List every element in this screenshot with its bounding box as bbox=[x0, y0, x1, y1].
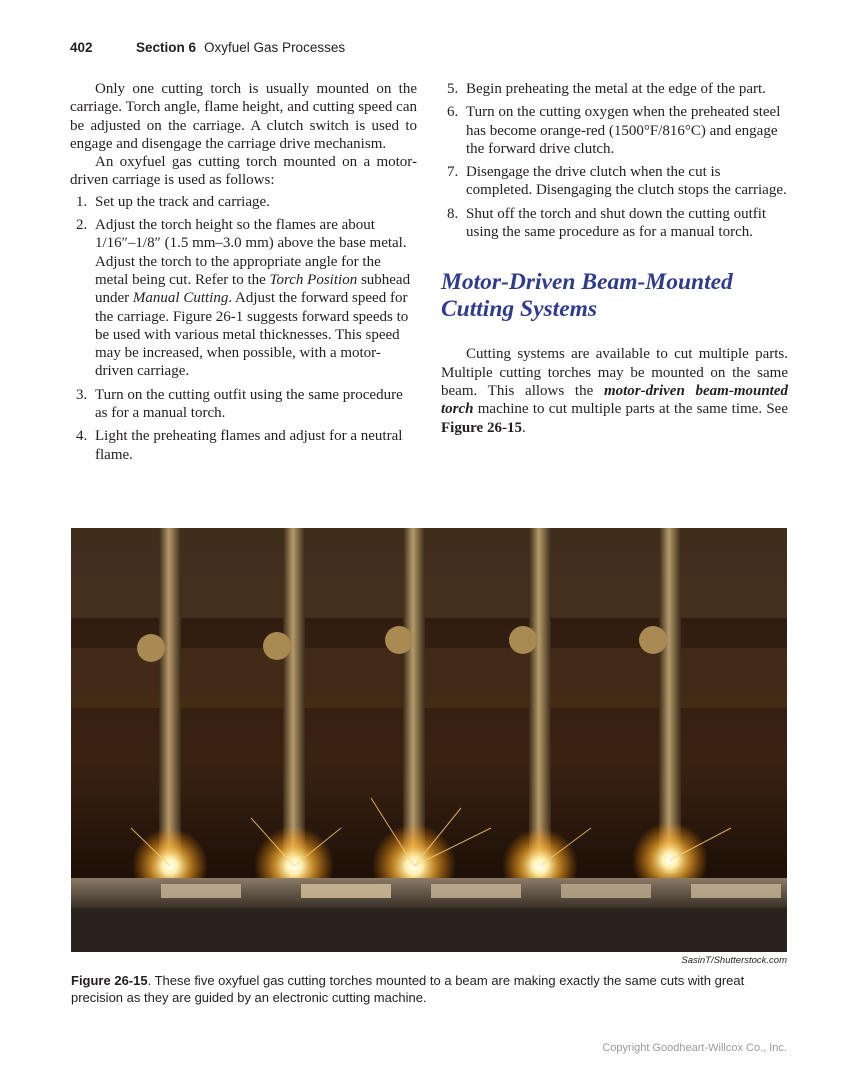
section-label: Section 6 bbox=[136, 40, 197, 55]
list-item bbox=[70, 386, 417, 423]
list-item bbox=[441, 103, 788, 158]
steel-plate bbox=[71, 878, 787, 952]
step-text: Set up the track and carriage. bbox=[95, 193, 270, 210]
step-number: 3. bbox=[76, 386, 88, 403]
list-item bbox=[70, 427, 417, 464]
step-number: 1. bbox=[76, 193, 88, 210]
figure-label: Figure 26-15 bbox=[71, 973, 148, 988]
procedure-steps-1-4 bbox=[70, 193, 417, 464]
paragraph-procedure-intro: An oxyfuel gas cutting torch mounted on a motor-driven carriage is used as follows: bbox=[70, 154, 417, 189]
right-column bbox=[441, 80, 788, 437]
step-number: 2. bbox=[76, 217, 88, 234]
left-column bbox=[70, 80, 417, 469]
step-number: 8. bbox=[447, 205, 459, 222]
figure-caption bbox=[71, 972, 787, 1006]
step-text: Adjust the torch height so the flames are about 1/16″–1/8″ (1.5 mm–3.0 mm) above the base metal. Adjust the torch to the appropriate angle for the metal being cut. Refer to the bbox=[95, 217, 407, 288]
figure-reference: Figure 26-15 bbox=[441, 419, 522, 436]
step-text: Begin preheating the metal at the edge of the part. bbox=[466, 81, 766, 97]
step-number: 7. bbox=[447, 164, 459, 181]
step-reference-italic: Torch Position bbox=[269, 271, 358, 288]
key-term: motor-driven beam-mounted torch bbox=[441, 382, 789, 418]
procedure-steps-5-8 bbox=[441, 80, 788, 241]
list-item bbox=[70, 216, 417, 381]
figure-photo-cutting-torches bbox=[71, 528, 787, 952]
paragraph-text: . bbox=[521, 419, 526, 436]
step-reference-italic: Manual Cutting bbox=[132, 290, 229, 307]
step-number: 6. bbox=[447, 104, 459, 121]
paragraph-text: machine to cut multiple parts at the same time. See bbox=[473, 401, 788, 418]
step-text: . Adjust the forward speed for the carriage. Figure 26-1 suggests forward speeds to be used with various metal thicknesses. This speed may be increased, when possible, with a motor-driven carriage. bbox=[95, 290, 409, 380]
paragraph-beam-systems bbox=[441, 345, 788, 436]
step-text: Turn on the cutting outfit using the same procedure as for a manual torch. bbox=[95, 386, 403, 422]
copyright-notice: Copyright Goodheart-Willcox Co., Inc. bbox=[602, 1042, 787, 1054]
paragraph-text: Cutting systems are available to cut multiple parts. Multiple cutting torches may be mounted on the same beam. This allows the bbox=[441, 346, 788, 399]
section-heading: Motor-Driven Beam-Mounted Cutting Systems bbox=[441, 269, 733, 323]
step-text: Turn on the cutting oxygen when the preheated steel has become orange-red (1500°F/816°C) and engage the forward drive clutch. bbox=[466, 104, 781, 157]
step-text: subhead under bbox=[95, 271, 411, 307]
page-number: 402 bbox=[70, 40, 93, 55]
step-text: Light the preheating flames and adjust for a neutral flame. bbox=[95, 428, 403, 463]
paragraph-carriage: Only one cutting torch is usually mounted on the carriage. Torch angle, flame height, and cutting speed can be adjusted on the carriage. A clutch switch is used to engage and disengage the carriage drive mechanism. bbox=[70, 81, 417, 152]
section-title: Oxyfuel Gas Processes bbox=[204, 40, 346, 55]
list-item bbox=[441, 163, 788, 200]
step-number: 4. bbox=[76, 428, 88, 445]
torch-illustration bbox=[71, 528, 787, 952]
caption-text: . These five oxyfuel gas cutting torches mounted to a beam are making exactly the same cuts with great precision as they are guided by an electronic cutting machine. bbox=[71, 973, 745, 1005]
step-text: Disengage the drive clutch when the cut is completed. Disengaging the clutch stops the carriage. bbox=[466, 164, 787, 199]
list-item bbox=[441, 80, 788, 98]
running-header bbox=[70, 40, 790, 58]
list-item bbox=[70, 193, 417, 211]
step-text: Shut off the torch and shut down the cutting outfit using the same procedure as for a manual torch. bbox=[466, 205, 767, 241]
step-number: 5. bbox=[447, 81, 459, 97]
photo-credit: SasinT/Shutterstock.com bbox=[681, 955, 787, 966]
list-item bbox=[441, 205, 788, 242]
